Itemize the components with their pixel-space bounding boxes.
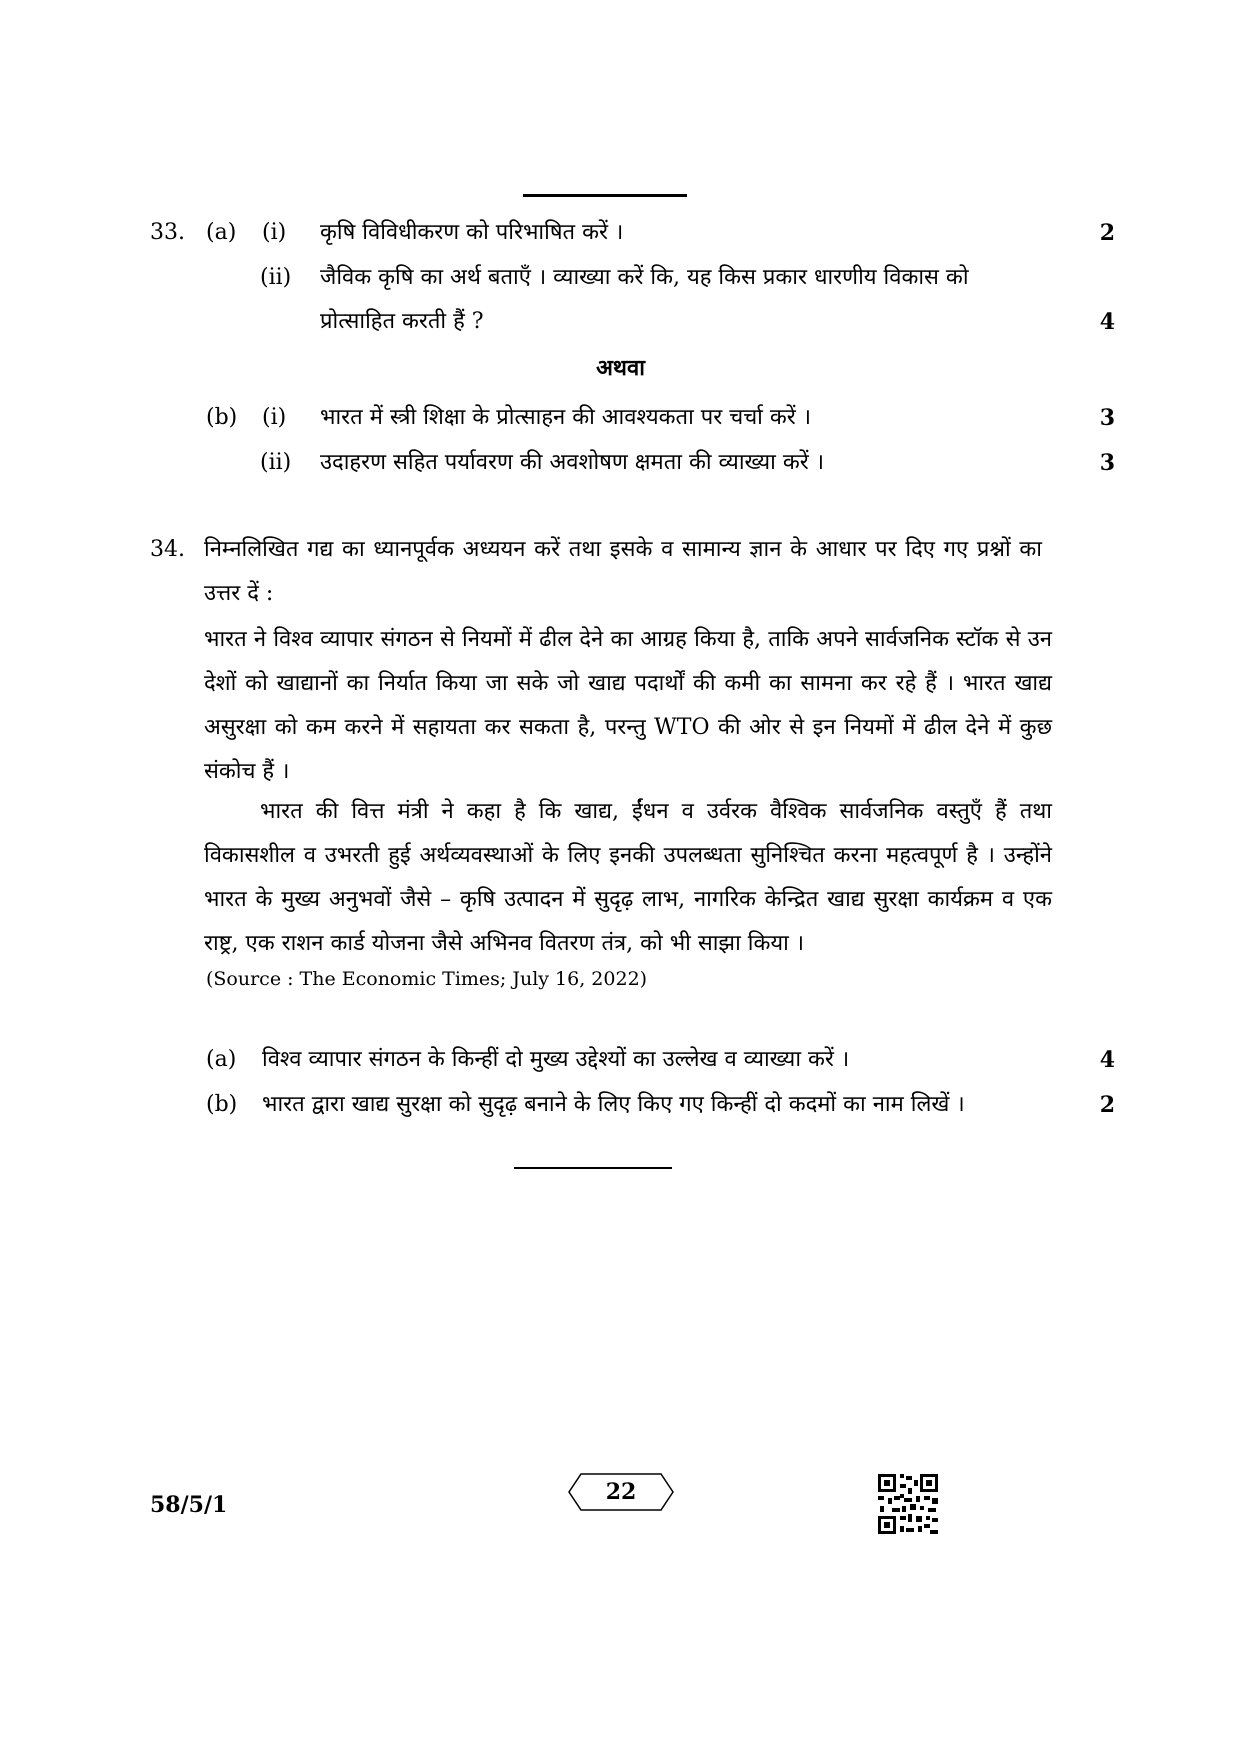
q33-b-i-row xyxy=(0,398,1241,438)
question-text: कृषि विविधीकरण को परिभाषित करें । xyxy=(320,220,624,245)
subpart-label: (ii) xyxy=(260,450,292,475)
question-text: भारत द्वारा खाद्य सुरक्षा को सुदृढ़ बनाने के लिए किए गए किन्हीं दो कदमों का नाम लिखें । xyxy=(262,1092,965,1117)
part-label: (b) xyxy=(206,405,238,430)
marks: 2 xyxy=(1099,1092,1115,1118)
marks: 2 xyxy=(1099,220,1115,246)
passage-source: (Source : The Economic Times; July 16, 2022) xyxy=(206,968,648,990)
q33-a-ii-row xyxy=(0,258,1241,298)
marks: 4 xyxy=(1099,309,1115,335)
question-text: जैविक कृषि का अर्थ बताएँ । व्याख्या करें कि, यह किस प्रकार धारणीय विकास को xyxy=(320,265,969,290)
marks: 3 xyxy=(1099,405,1115,431)
part-label: (a) xyxy=(206,220,237,245)
paper-code: 58/5/1 xyxy=(150,1492,228,1518)
qr-code-icon xyxy=(876,1472,940,1536)
question-number: 34. xyxy=(150,537,185,562)
part-label: (b) xyxy=(206,1092,238,1117)
question-number: 33. xyxy=(150,220,185,245)
question-text: विश्व व्यापार संगठन के किन्हीं दो मुख्य उद्देश्यों का उल्लेख व व्याख्या करें । xyxy=(262,1047,850,1072)
q33-a-i-row xyxy=(0,213,1241,253)
question-text-cont: प्रोत्साहित करती हैं ? xyxy=(320,309,484,334)
q34-passage-para2: भारत की वित्त मंत्री ने कहा है कि खाद्य, ईंधन व उर्वरक वैश्विक सार्वजनिक वस्तुएँ हैं तथा विकासशील व उभरती हुई अर्थव्यवस्थाओं के लिए इनकी उपलब्धता सुनिश्चित करना महत्वपूर्ण है । उन्होंने भारत के मुख्य अनुभवों जैसे – कृषि उत्पादन में सुदृढ़ लाभ, नागरिक केन्द्रित खाद्य सुरक्षा कार्यक्रम व एक राष्ट्र, एक राशन कार्ड योजना जैसे अभिनव वितरण तंत्र, को भी साझा किया । xyxy=(204,799,1052,956)
subpart-label: (i) xyxy=(262,405,287,430)
q33-a-ii-row-cont xyxy=(0,302,1241,342)
part-label: (a) xyxy=(206,1047,237,1072)
subpart-label: (i) xyxy=(262,220,287,245)
q34-passage-para1: भारत ने विश्व व्यापार संगठन से नियमों में ढील देने का आग्रह किया है, ताकि अपने सार्वजनिक स्टॉक से उन देशों को खाद्यानों का निर्यात किया जा सके जो खाद्य पदार्थों की कमी का सामना कर रहे हैं । भारत खाद्य असुरक्षा को कम करने में सहायता कर सकता है, परन्तु WTO की ओर से इन नियमों में ढील देने में कुछ संकोच हैं । xyxy=(204,627,1052,784)
q34-b-row xyxy=(0,1085,1241,1125)
marks: 4 xyxy=(1099,1047,1115,1073)
or-label: अथवा xyxy=(596,355,645,381)
marks: 3 xyxy=(1099,450,1115,476)
page-number: 22 xyxy=(605,1479,637,1505)
q34-a-row xyxy=(0,1040,1241,1080)
q34-intro: निम्नलिखित गद्य का ध्यानपूर्वक अध्ययन करें तथा इसके व सामान्य ज्ञान के आधार पर दिए गए प्रश्नों का उत्तर दें : xyxy=(204,537,1042,606)
question-text: उदाहरण सहित पर्यावरण की अवशोषण क्षमता की व्याख्या करें । xyxy=(320,450,825,475)
top-divider xyxy=(523,194,687,197)
subpart-label: (ii) xyxy=(260,265,292,290)
q33-b-ii-row xyxy=(0,443,1241,483)
bottom-divider xyxy=(514,1167,672,1169)
question-text: भारत में स्त्री शिक्षा के प्रोत्साहन की आवश्यकता पर चर्चा करें । xyxy=(320,405,812,430)
